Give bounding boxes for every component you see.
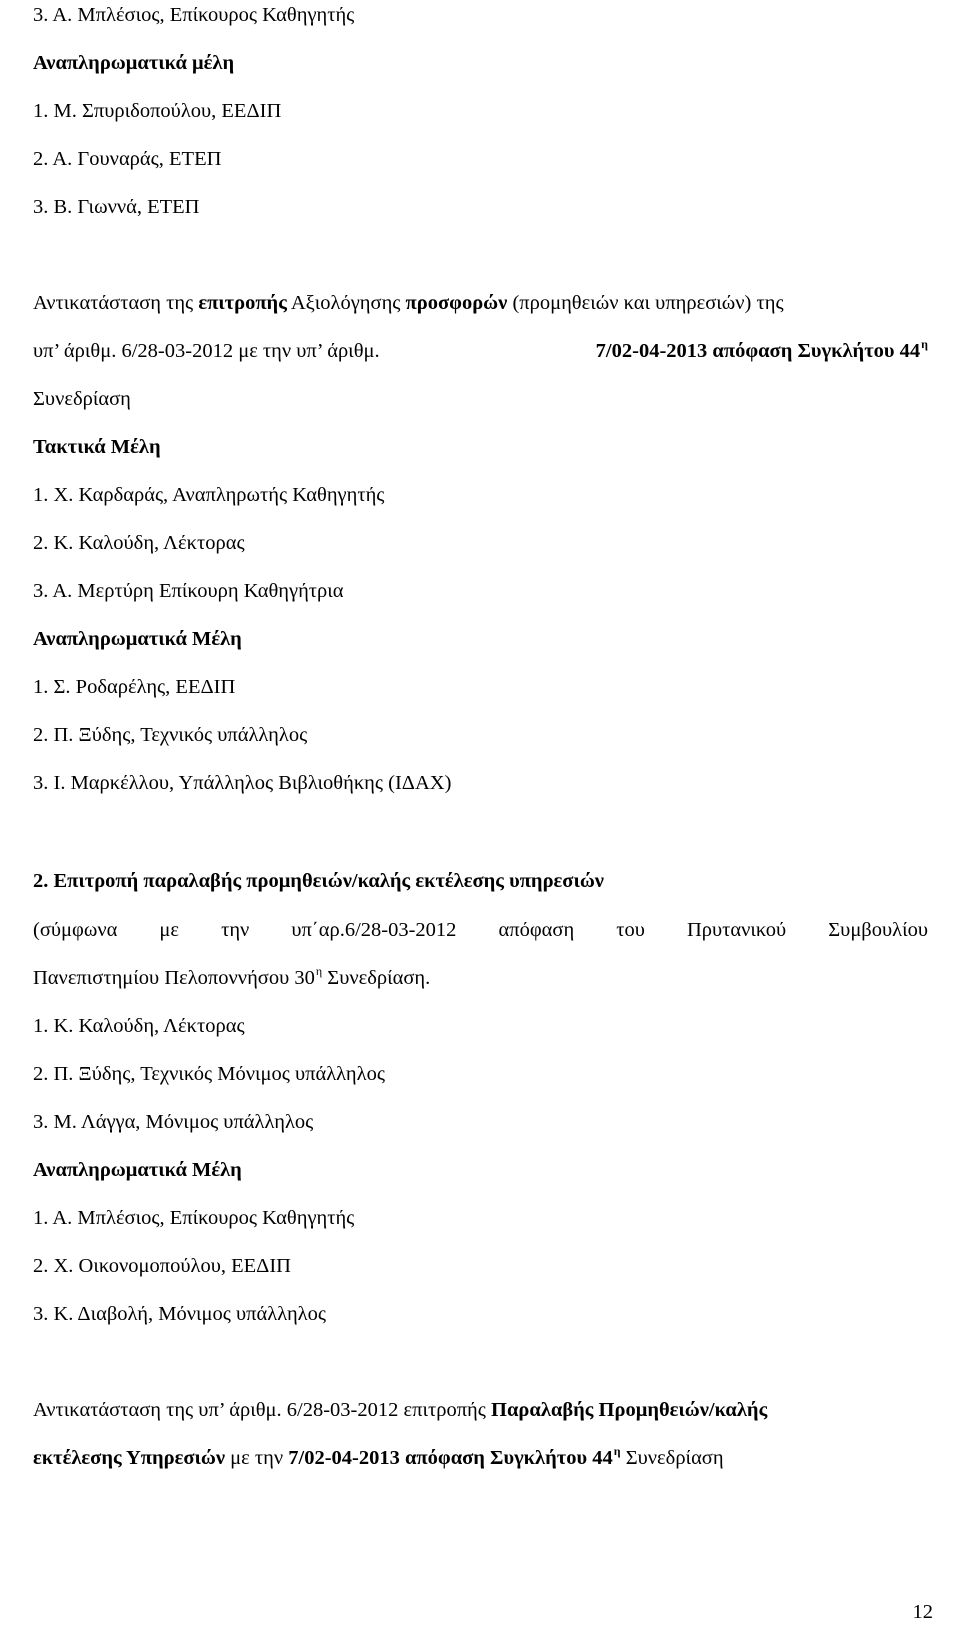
section-heading: 2. Επιτροπή παραλαβής προμηθειών/καλής εκτέλεσης υπηρεσιών: [33, 870, 604, 892]
member-line: 3. Α. Μπλέσιος, Επίκουρος Καθηγητής: [33, 4, 355, 26]
word: του: [616, 919, 645, 941]
member-line: 2. Π. Ξύδης, Τεχνικός υπάλληλος: [33, 724, 308, 746]
member-line: 1. Σ. Ροδαρέλης, ΕΕΔΙΠ: [33, 676, 236, 698]
word: την: [221, 919, 250, 941]
paragraph-line: Πανεπιστημίου Πελοποννήσου $30^\eta$ Συνεδρίαση.: [33, 964, 431, 989]
paragraph-line: εκτέλεσης Υπηρεσιών με την 7/02-04-2013 απόφαση Συγκλήτου $44^\eta$ Συνεδρίαση: [33, 1444, 724, 1469]
member-line: 2. Κ. Καλούδη, Λέκτορας: [33, 532, 245, 554]
section-heading: Αναπληρωματικά μέλη: [33, 52, 235, 74]
section-heading: Αναπληρωματικά Μέλη: [33, 628, 242, 650]
member-line: 3. Ι. Μαρκέλλου, Υπάλληλος Βιβλιοθήκης (ΙΔΑΧ): [33, 772, 452, 794]
section-heading: Αναπληρωματικά Μέλη: [33, 1159, 242, 1181]
word: με: [159, 919, 180, 941]
paragraph-line: Αντικατάσταση της υπ’ άριθμ. 6/28-03-2012 επιτροπής Παραλαβής Προμηθειών/καλής: [33, 1399, 768, 1421]
paragraph-line: [33, 337, 928, 362]
member-line: 3. Κ. Διαβολή, Μόνιμος υπάλληλος: [33, 1303, 326, 1325]
member-line: 3. Α. Μερτύρη Επίκουρη Καθηγήτρια: [33, 580, 344, 602]
word: Πρυτανικού: [686, 919, 787, 941]
word: απόφαση: [498, 919, 575, 941]
member-line: 3. Μ. Λάγγα, Μόνιμος υπάλληλος: [33, 1111, 314, 1133]
paragraph-text: υπ’ άριθμ. 6/28-03-2012 με την υπ’ άριθμ.: [33, 340, 380, 362]
member-line: 2. Χ. Οικονομοπούλου, ΕΕΔΙΠ: [33, 1255, 291, 1277]
word: υπ΄αρ.6/28-03-2012: [291, 919, 457, 941]
section-heading: Τακτικά Μέλη: [33, 436, 161, 458]
paragraph-bold: 7/02-04-2013 απόφαση Συγκλήτου $44^\eta$: [595, 337, 928, 362]
paragraph-line: Συνεδρίαση: [33, 388, 131, 410]
word: Συμβουλίου: [828, 919, 928, 941]
word: (σύμφωνα: [33, 919, 118, 941]
member-line: 2. Π. Ξύδης, Τεχνικός Μόνιμος υπάλληλος: [33, 1063, 385, 1085]
member-line: 1. Μ. Σπυριδοπούλου, ΕΕΔΙΠ: [33, 100, 282, 122]
paragraph-line: [33, 920, 928, 941]
member-line: 1. Χ. Καρδαράς, Αναπληρωτής Καθηγητής: [33, 484, 385, 506]
page-number: 12: [912, 1601, 933, 1623]
paragraph-line: Αντικατάσταση της επιτροπής Αξιολόγησης προσφορών (προμηθειών και υπηρεσιών) της: [33, 292, 784, 314]
member-line: 3. Β. Γιωννά, ΕΤΕΠ: [33, 196, 200, 218]
member-line: 1. Κ. Καλούδη, Λέκτορας: [33, 1015, 245, 1037]
member-line: 2. Α. Γουναράς, ΕΤΕΠ: [33, 148, 222, 170]
member-line: 1. Α. Μπλέσιος, Επίκουρος Καθηγητής: [33, 1207, 355, 1229]
